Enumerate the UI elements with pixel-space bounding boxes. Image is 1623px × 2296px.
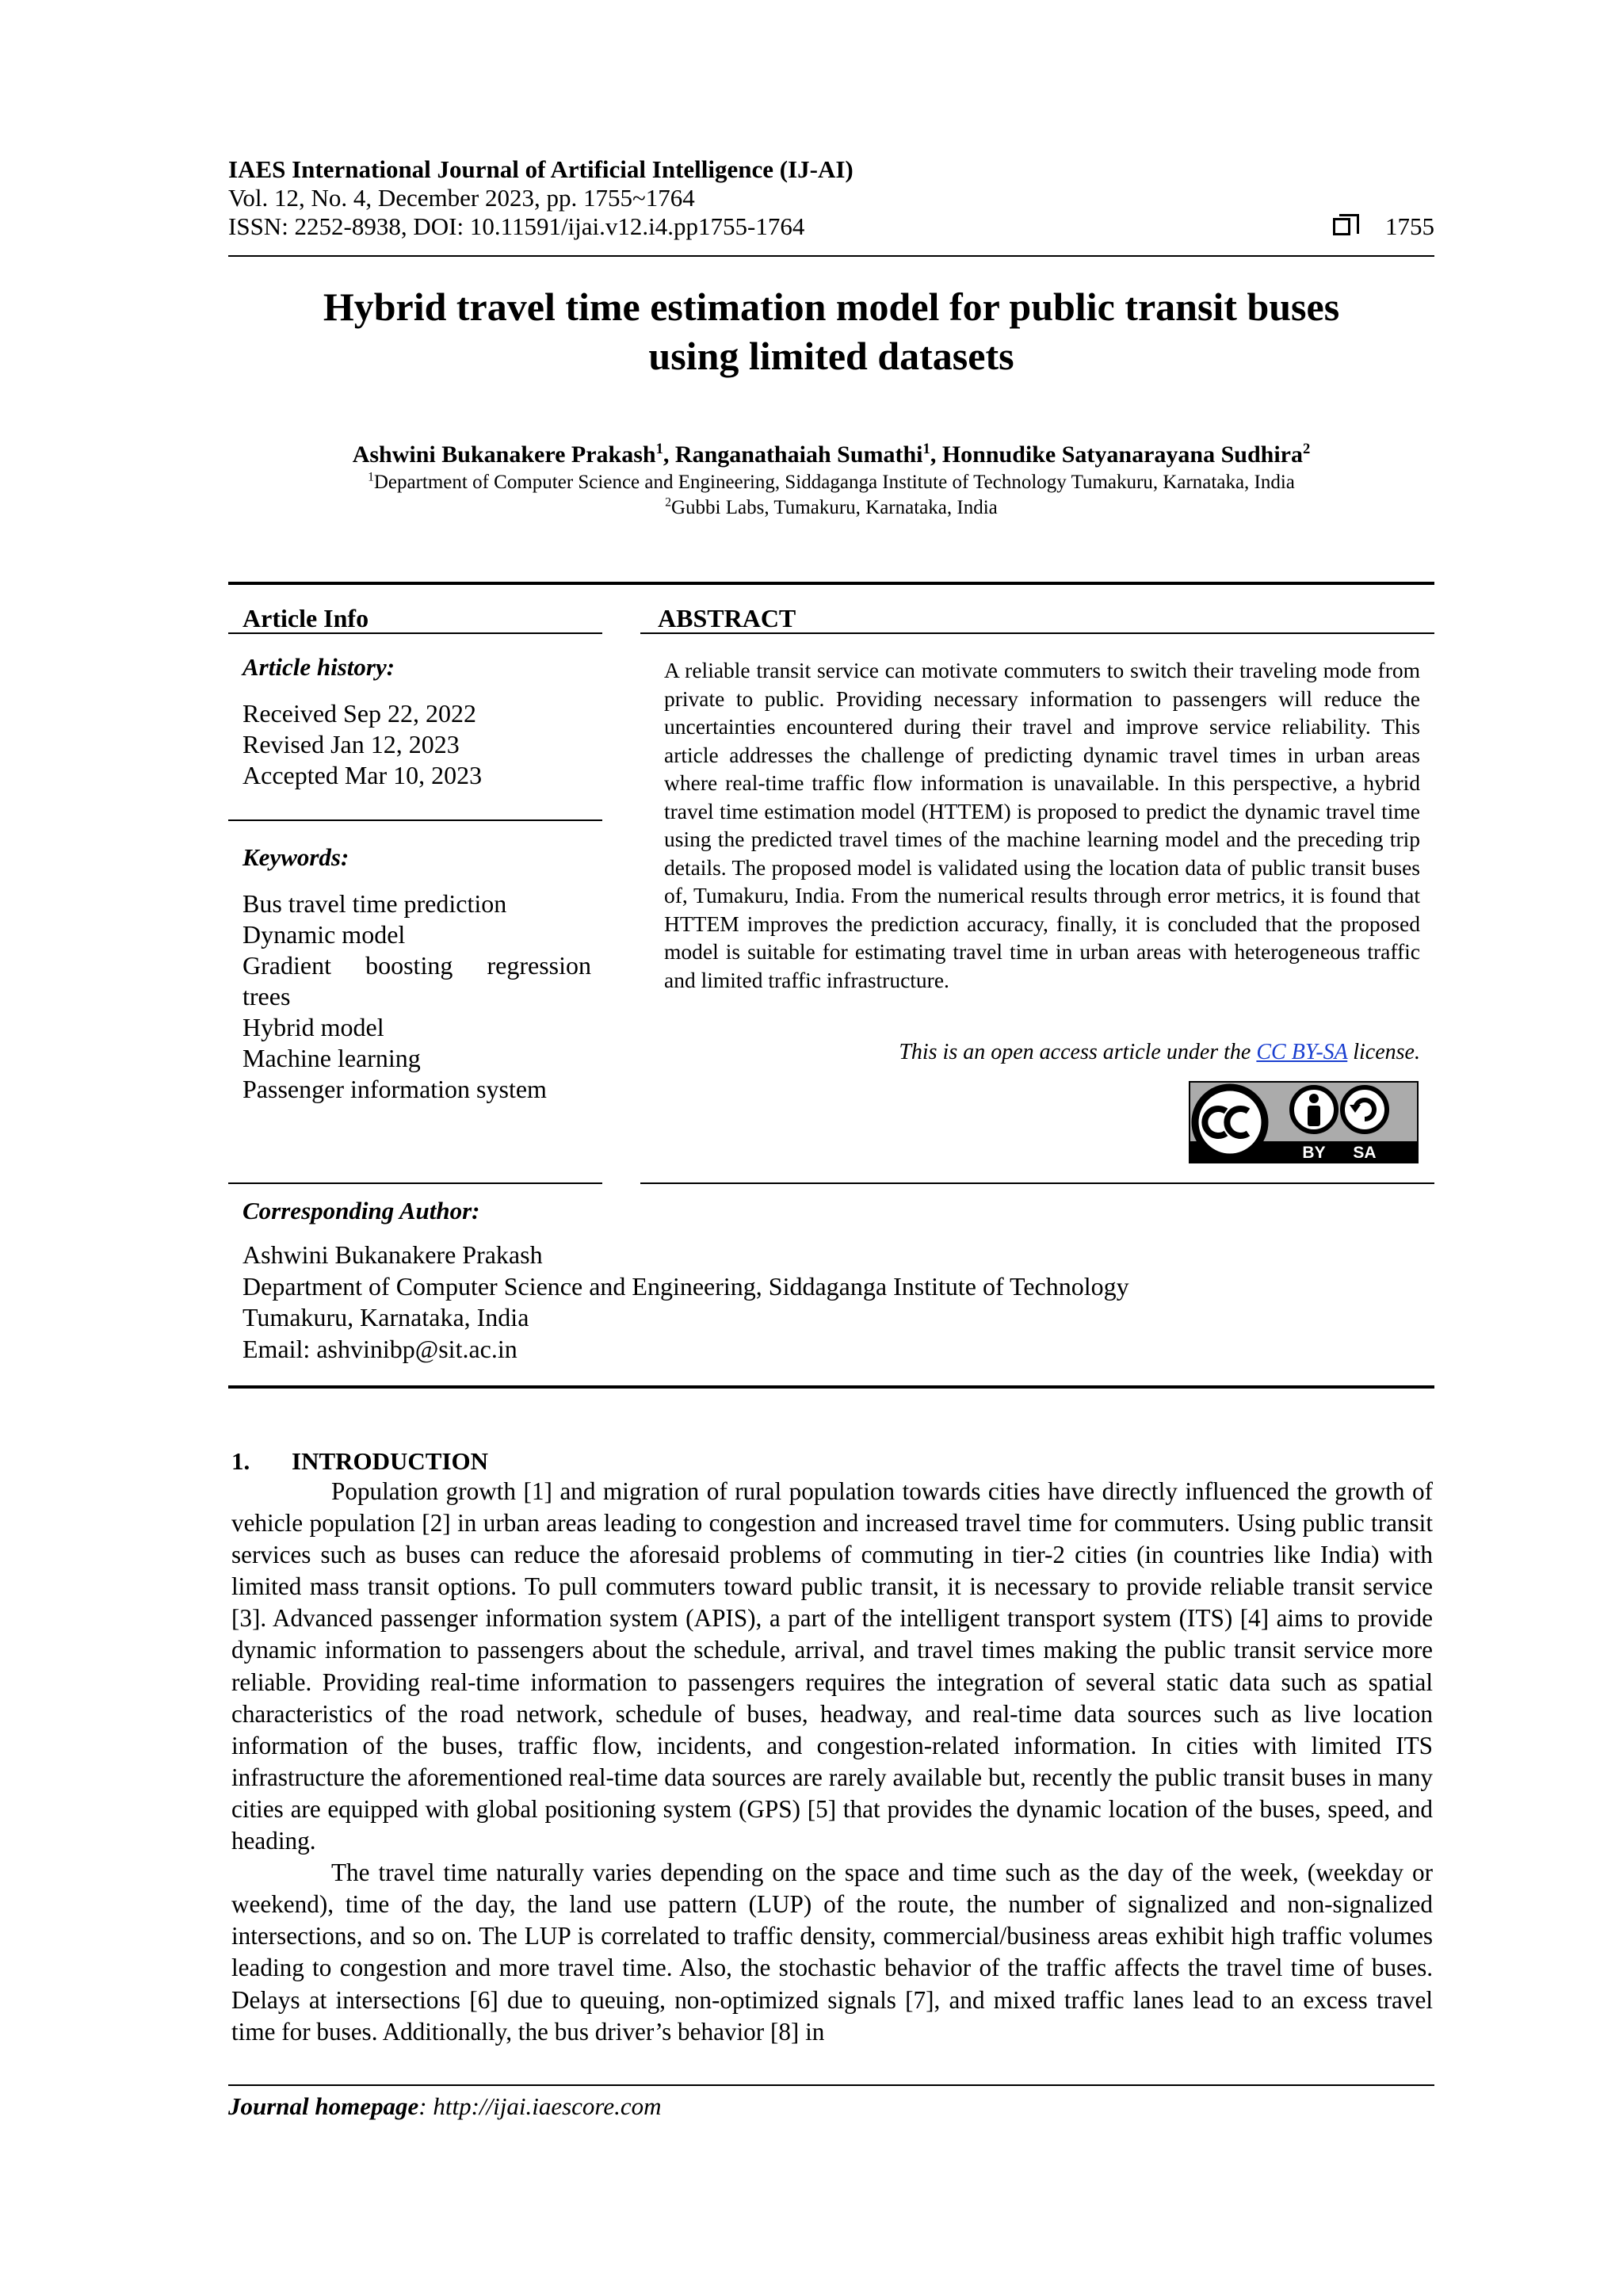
corresponding-email: Email: ashvinibp@sit.ac.in [242, 1334, 517, 1363]
keyword-word: Gradient [242, 951, 331, 980]
affiliation-1-sup: 1 [368, 470, 374, 484]
license-suffix: license. [1347, 1040, 1420, 1064]
keyword-word: regression [487, 951, 591, 980]
badge-sa-label: SA [1353, 1144, 1377, 1162]
header-rule [228, 255, 1434, 257]
article-info-heading: Article Info [242, 604, 369, 632]
info-bottom-rule [228, 1385, 1434, 1389]
affiliation-2-sup: 2 [665, 495, 671, 510]
square-bullet-icon [1333, 218, 1350, 235]
author-1-sup: 1 [655, 441, 663, 457]
paragraph: Population growth [1] and migration of rural population towards cities have directly influenced the growth of vehicle population [2] in urban areas leading to congestion and increased travel time for commuters. Using public transit services such as buses can reduce the aforesaid problems of commuting in tier-2 cities (in countries like India) with limited mass transit options. To pull commuters toward public transit, it is necessary to provide reliable transit service [3]. Advanced passenger information system (APIS), a part of the intelligent transport system (ITS) [4] aims to provide dynamic information to passengers about the schedule, arrival, and travel times making the public transit service more reliable. Providing real-time information to passengers requires the integration of several static data such as spatial characteristics of the road network, schedule of buses, headway, and real-time data sources such as live location information of the buses, traffic flow, incidents, and congestion-related information. In cities with limited ITS infrastructure the aforementioned real-time data sources are rarely available but, recently the public transit buses in many cities are equipped with global positioning system (GPS) [5] that provides the dynamic location of the buses, speed, and heading. [231, 1477, 1433, 1855]
journal-name: IAES International Journal of Artificial Intelligence (IJ-AI) [228, 155, 854, 183]
paragraph: The travel time naturally varies depending on the space and time such as the day of the week, (weekday or weekend), time of the day, the land use pattern (LUP) of the route, the number of signalized and non-signalized intersections, and so on. The LUP is correlated to traffic density, commercial/business areas exhibit high traffic volumes leading to congestion and more travel time. Also, the stochastic behavior of the traffic affects the travel time of buses. Delays at intersections [6] due to queuing, non-optimized signals [7], and mixed traffic lanes lead to an excess travel time for buses. Additionally, the bus driver’s behavior [8] in [231, 1859, 1433, 2046]
keyword-item: Passenger information system [242, 1075, 547, 1103]
accepted-date: Accepted Mar 10, 2023 [242, 761, 483, 789]
author-2: Ranganathaiah Sumathi [674, 441, 923, 468]
abstract-heading: ABSTRACT [658, 604, 796, 632]
revised-date: Revised Jan 12, 2023 [242, 730, 460, 758]
affiliation-1 [228, 471, 1434, 495]
keyword-item: Machine learning [242, 1044, 421, 1072]
journal-issn: ISSN: 2252-8938, DOI: 10.11591/ijai.v12.i4.pp1755-1764 [228, 212, 805, 240]
keyword-item: Hybrid model [242, 1013, 384, 1041]
article-info-rule [228, 632, 602, 634]
author-3: Honnudike Satyanarayana Sudhira [941, 441, 1303, 468]
share-alike-icon [1342, 1087, 1387, 1132]
history-label: Article history: [242, 653, 395, 681]
keywords [242, 842, 591, 1105]
author-3-sup: 2 [1302, 441, 1311, 457]
affiliation-2-text: Gubbi Labs, Tumakuru, Karnataka, India [671, 497, 998, 518]
abstract-text: A reliable transit service can motivate commuters to switch their traveling mode from private to public. Providing necessary information to passengers will reduce the uncertainties encountered during their travel and improve service reliability. This article addresses the challenge of predicting dynamic travel times in urban areas where real-time traffic flow information is unavailable. In this perspective, a hybrid travel time estimation model (HTTEM) is proposed to predict the dynamic travel time using the predicted travel times of the machine learning model and the preceding trip details. The proposed model is validated using the location data of public transit buses of, Tumakuru, India. From the numerical results through error metrics, it is found that HTTEM improves the prediction accuracy, finally, it is concluded that the proposed model is suitable for estimating travel time in urban areas with heterogeneous traffic and limited traffic infrastructure. [664, 658, 1420, 992]
corresponding-city: Tumakuru, Karnataka, India [242, 1303, 529, 1331]
corresponding-author-heading: Corresponding Author: [242, 1197, 480, 1224]
keyword-word: boosting [365, 951, 453, 980]
received-date: Received Sep 22, 2022 [242, 699, 477, 728]
abstract-bottom-rule [640, 1182, 1434, 1184]
abstract-rule [640, 632, 1434, 634]
cc-logo-icon [1195, 1087, 1265, 1157]
footer-rule [228, 2084, 1434, 2086]
keyword-item: trees [242, 982, 291, 1010]
keyword-item: Dynamic model [242, 920, 406, 949]
title-line-2: using limited datasets [648, 334, 1014, 378]
journal-volume: Vol. 12, No. 4, December 2023, pp. 1755~1764 [228, 184, 695, 212]
running-header [228, 155, 1434, 241]
corresponding-author-details [242, 1240, 1415, 1365]
corresponding-name: Ashwini Bukanakere Prakash [242, 1240, 543, 1269]
attribution-person-icon [1292, 1087, 1336, 1132]
keywords-rule [228, 1182, 602, 1184]
page-number-box [1333, 212, 1434, 241]
keyword-item [242, 950, 591, 981]
license-link[interactable]: CC BY-SA [1256, 1040, 1348, 1064]
journal-issn-row [228, 212, 1434, 241]
section-number: 1. [231, 1447, 250, 1475]
badge-by-label: BY [1302, 1144, 1326, 1162]
info-top-rule [228, 582, 1434, 585]
corresponding-department: Department of Computer Science and Engineering, Siddaganga Institute of Technology [242, 1271, 1129, 1301]
license-prefix: This is an open access article under the [899, 1040, 1257, 1064]
section-heading-introduction [231, 1447, 488, 1476]
homepage-label: Journal homepage [228, 2092, 419, 2120]
article-history [242, 651, 591, 791]
author-1: Ashwini Bukanakere Prakash [352, 441, 656, 468]
license-line [664, 1038, 1420, 1067]
cc-by-sa-badge[interactable] [1189, 1081, 1419, 1163]
author-2-sup: 1 [922, 441, 930, 457]
journal-homepage [228, 2092, 661, 2121]
author-list [228, 441, 1434, 469]
introduction-body [231, 1476, 1433, 2048]
page-number: 1755 [1385, 212, 1434, 240]
affiliation-1-text: Department of Computer Science and Engineering, Siddaganga Institute of Technology Tumakuru, Karnataka, India [373, 472, 1295, 493]
keywords-label: Keywords: [242, 843, 349, 871]
paper-title [228, 282, 1434, 380]
keyword-item: Bus travel time prediction [242, 889, 507, 918]
author-separator: , [663, 441, 675, 468]
section-title: INTRODUCTION [292, 1447, 489, 1475]
affiliation-2 [228, 496, 1434, 520]
history-rule [228, 819, 602, 821]
homepage-url: : http://ijai.iaescore.com [418, 2092, 662, 2120]
title-line-1: Hybrid travel time estimation model for public transit buses [323, 285, 1340, 329]
author-separator: , [930, 441, 942, 468]
